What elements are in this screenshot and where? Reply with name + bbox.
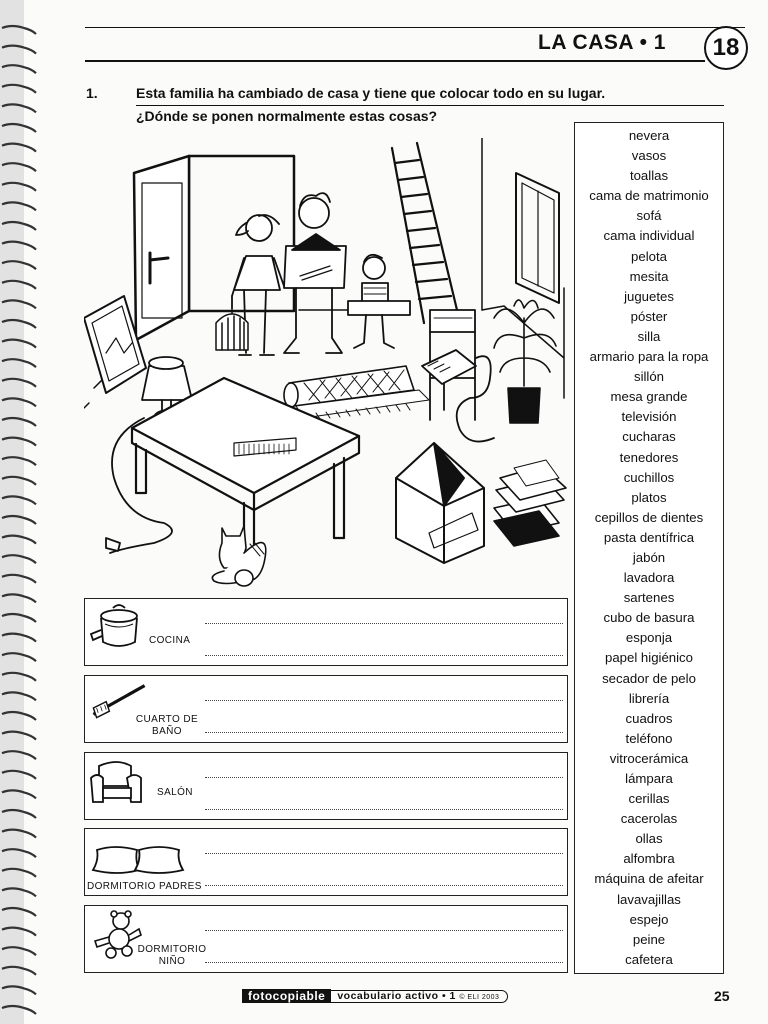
word-list-item: máquina de afeitar: [594, 871, 704, 887]
armchair-icon: [87, 756, 151, 806]
answer-line[interactable]: [205, 809, 563, 810]
room-label: COCINA: [149, 635, 191, 646]
word-list-item: cucharas: [622, 429, 676, 445]
book-stack-icon: [494, 460, 566, 546]
word-list-item: platos: [631, 489, 667, 505]
answer-line[interactable]: [205, 700, 563, 701]
word-list-item: mesita: [629, 268, 669, 284]
word-list-item: cepillos de dientes: [594, 509, 704, 525]
room-label: DORMITORIO PADRES: [87, 881, 202, 892]
word-list-item: cama de matrimonio: [589, 188, 709, 204]
header-rule-top: [85, 27, 745, 28]
answer-line[interactable]: [205, 930, 563, 931]
photocopiable-label: fotocopiable: [242, 989, 331, 1003]
page-number: 25: [714, 988, 730, 1004]
boy-figure: [348, 255, 410, 348]
cardboard-box-icon: [396, 443, 484, 563]
copyright: © ELI 2003: [459, 993, 500, 1001]
answer-line[interactable]: [205, 885, 563, 886]
header-rule-bottom: [85, 60, 705, 62]
instruction-rule: [136, 105, 724, 106]
exercise-number: 1.: [86, 85, 98, 101]
word-list-item: cacerolas: [620, 811, 678, 827]
answer-box-cocina: [84, 598, 568, 666]
word-list-item: cuchillos: [623, 469, 675, 485]
word-list-item: lavavajillas: [617, 891, 681, 907]
word-list-item: cerillas: [628, 791, 670, 807]
page-title: LA CASA • 1: [538, 31, 666, 54]
word-list-item: televisión: [621, 409, 677, 425]
room-label-line: CUARTO DE: [135, 714, 199, 725]
answer-line[interactable]: [205, 777, 563, 778]
ladder-icon: [392, 143, 457, 323]
book-title: [331, 990, 508, 1003]
room-label: [127, 714, 207, 738]
potted-plant-icon: [494, 300, 556, 423]
answer-box-dormitorio-padres: [84, 828, 568, 896]
word-list-item: pelota: [631, 248, 667, 264]
word-list-item: alfombra: [623, 851, 675, 867]
lamp-icon: [106, 357, 192, 553]
word-list-item: pasta dentífrica: [603, 529, 695, 545]
word-list-item: lámpara: [625, 771, 673, 786]
answer-box-dormitorio-nino: [84, 905, 568, 973]
cooking-pot-icon: [87, 602, 151, 652]
word-list-item: silla: [637, 328, 661, 344]
word-list-item: nevera: [628, 128, 670, 143]
word-list-item: mesa grande: [610, 389, 688, 405]
unit-number-badge: 18: [704, 26, 748, 70]
cat-icon: [212, 526, 265, 586]
telephone-icon: [422, 350, 494, 442]
word-list-item: juguetes: [624, 288, 674, 304]
word-list-item: secador de pelo: [602, 670, 696, 686]
word-list-item: peine: [632, 931, 666, 947]
room-label-line: NIÑO: [158, 956, 186, 967]
rolled-rug-icon: [284, 366, 429, 420]
word-list-box: [574, 122, 724, 974]
word-list-item: póster: [630, 308, 668, 324]
birdcage-icon: [216, 308, 248, 350]
pillows-icon: [87, 832, 187, 882]
word-list-item: cama individual: [603, 228, 695, 244]
room-label-line: BAÑO: [152, 726, 182, 737]
room-label-line: DORMITORIO: [137, 944, 207, 955]
book-name: vocabulario activo • 1: [337, 989, 456, 1002]
word-list-item: sartenes: [623, 590, 675, 606]
word-list-item: armario para la ropa: [589, 349, 709, 365]
word-list-item: sillón: [633, 369, 665, 385]
answer-line[interactable]: [205, 655, 563, 656]
word-list-item: espejo: [629, 911, 669, 927]
room-label: [127, 944, 217, 968]
word-list-item: vitrocerámica: [609, 750, 689, 766]
answer-line[interactable]: [205, 962, 563, 963]
word-list-item: lavadora: [623, 570, 675, 586]
word-list: [575, 123, 723, 970]
word-list-item: vasos: [631, 148, 667, 164]
instruction-line-2: ¿Dónde se ponen normalmente estas cosas?: [136, 108, 438, 124]
word-list-item: ollas: [635, 831, 663, 847]
answer-line[interactable]: [205, 732, 563, 733]
word-list-item: papel higiénico: [605, 650, 693, 666]
word-list-item: cubo de basura: [603, 610, 695, 626]
word-list-item: jabón: [632, 549, 666, 565]
room-label: SALÓN: [157, 787, 193, 798]
answer-line[interactable]: [205, 623, 563, 624]
word-list-item: tenedores: [619, 449, 679, 465]
footer: [242, 989, 508, 1003]
word-list-item: teléfono: [625, 730, 673, 746]
answer-line[interactable]: [205, 853, 563, 854]
moving-family-illustration: [84, 138, 574, 593]
instruction-line-1: Esta familia ha cambiado de casa y tiene que colocar todo en su lugar.: [136, 85, 606, 101]
word-list-item: toallas: [629, 168, 669, 184]
word-list-item: sofá: [636, 208, 662, 224]
word-list-item: esponja: [625, 630, 673, 646]
open-door-icon: [134, 156, 294, 340]
word-list-item: cafetera: [625, 951, 673, 967]
spiral-binding: [0, 0, 40, 1024]
answer-box-cuarto-de-bano: [84, 675, 568, 743]
word-list-item: cuadros: [625, 710, 673, 726]
answer-box-salon: [84, 752, 568, 820]
word-list-item: librería: [628, 690, 670, 706]
window-icon: [516, 173, 559, 303]
